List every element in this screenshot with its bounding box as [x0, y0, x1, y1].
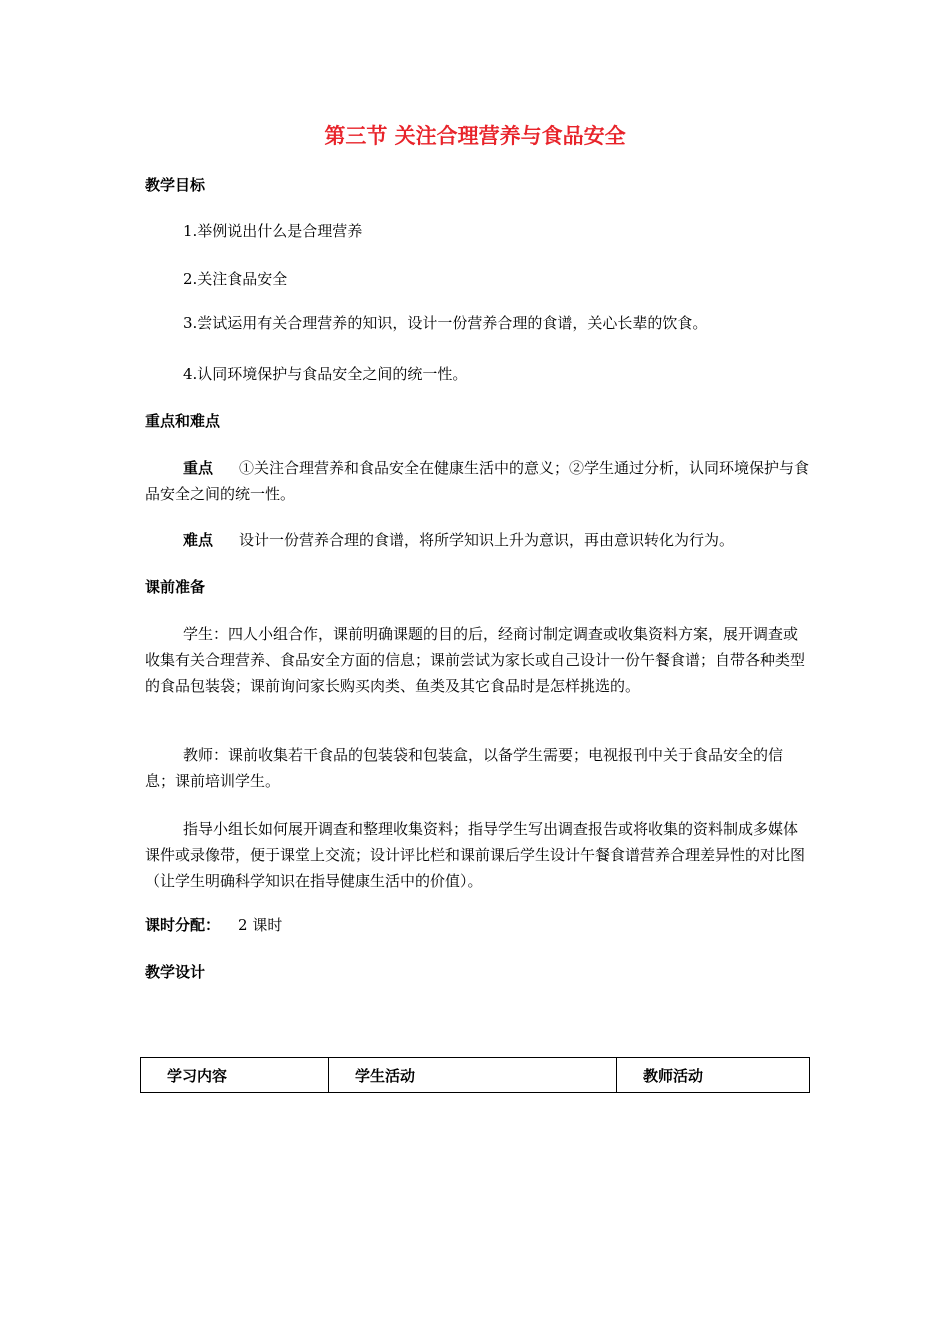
- section-heading-prep: 课前准备: [145, 578, 206, 596]
- key-point-label: 重点: [183, 459, 214, 477]
- schedule-label: 课时分配：: [145, 916, 221, 934]
- prep-guide-paragraph: 指导小组长如何展开调查和整理收集资料；指导学生写出调查报告或将收集的资料制成多媒体课件或录像带，便于课堂上交流；设计评比栏和课前课后学生设计午餐食谱营养合理差异性的对比图（让学生明确科学知识在指导健康生活中的价值）。: [145, 820, 806, 890]
- goal-item: 1.举例说出什么是合理营养: [183, 222, 363, 240]
- table-header-cell: 学生活动: [329, 1058, 617, 1093]
- page-title: 第三节 关注合理营养与食品安全: [324, 124, 626, 148]
- prep-teacher-paragraph: 教师：课前收集若干食品的包装袋和包装盒，以备学生需要；电视报刊中关于食品安全的信息；课前培训学生。: [145, 746, 784, 790]
- key-point-text: ①关注合理营养和食品安全在健康生活中的意义；②学生通过分析，认同环境保护与食品安全之间的统一性。: [145, 459, 810, 503]
- difficulty-label: 难点: [183, 531, 214, 549]
- table-header-cell: 学习内容: [141, 1058, 329, 1093]
- schedule-value: 2 课时: [238, 916, 283, 934]
- difficulty-paragraph: [145, 527, 810, 553]
- goal-item: 2.关注食品安全: [183, 270, 288, 288]
- section-heading-goals: 教学目标: [145, 176, 206, 194]
- goal-item: 4.认同环境保护与食品安全之间的统一性。: [183, 365, 468, 383]
- goal-item: 3.尝试运用有关合理营养的知识，设计一份营养合理的食谱，关心长辈的饮食。: [183, 314, 708, 332]
- table-header-cell: 教师活动: [617, 1058, 810, 1093]
- design-table: [140, 1057, 810, 1093]
- schedule-line: [145, 915, 282, 935]
- prep-student-paragraph: 学生：四人小组合作，课前明确课题的目的后，经商讨制定调查或收集资料方案，展开调查或收集有关合理营养、食品安全方面的信息；课前尝试为家长或自己设计一份午餐食谱；自带各种类型的食品包装袋；课前询问家长购买肉类、鱼类及其它食品时是怎样挑选的。: [145, 625, 806, 695]
- section-heading-design: 教学设计: [145, 963, 206, 981]
- section-heading-keypoints: 重点和难点: [145, 412, 221, 430]
- key-point-paragraph: [145, 455, 810, 507]
- difficulty-text: 设计一份营养合理的食谱，将所学知识上升为意识，再由意识转化为行为。: [239, 531, 735, 549]
- table-header-row: [141, 1058, 810, 1093]
